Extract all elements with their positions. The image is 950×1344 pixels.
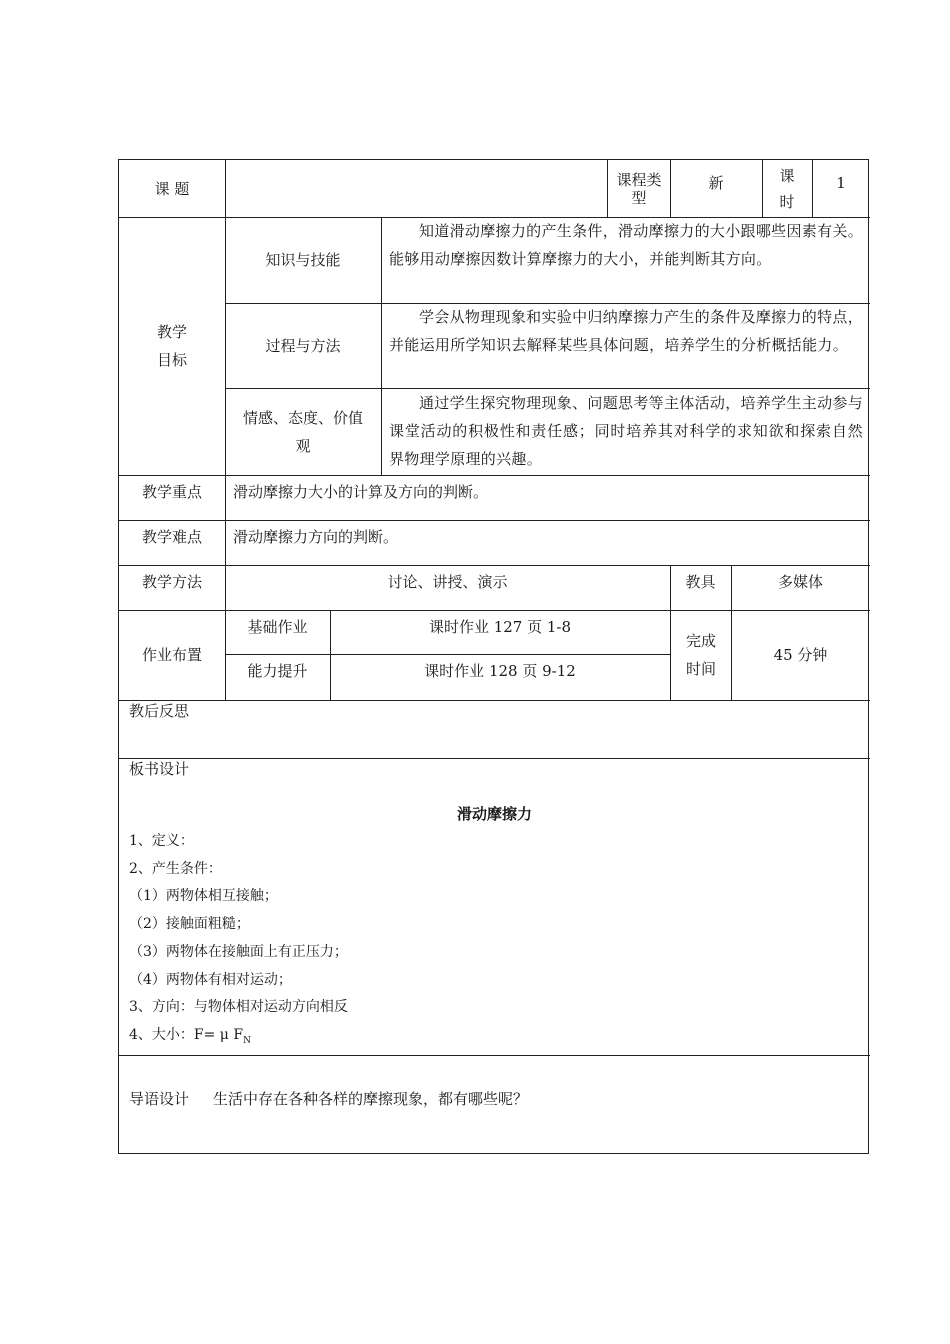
course-type-value: 新 <box>708 174 724 192</box>
objective-name-attitude: 情感、态度、价值观 <box>242 408 363 455</box>
formula-subscript: N <box>243 1035 251 1046</box>
homework-advanced-label: 能力提升 <box>247 662 308 680</box>
period-value: 1 <box>836 174 846 192</box>
period-label: 课时 <box>779 166 795 211</box>
board-line: （1）两物体相互接触； <box>129 888 278 904</box>
board-line: 1、定义： <box>129 833 194 849</box>
method-label: 教学方法 <box>141 573 202 591</box>
board-title: 滑动摩擦力 <box>456 805 532 823</box>
intro-text: 生活中存在各种各样的摩擦现象，都有哪些呢？ <box>213 1090 529 1108</box>
homework-basic-label: 基础作业 <box>247 618 308 636</box>
row-divider <box>119 1055 870 1056</box>
completion-time-value: 45 分钟 <box>773 646 828 664</box>
objective-text-process: 学会从物理现象和实验中归纳摩擦力产生的条件及摩擦力的特点，并能运用所学知识去解释某些具体问题，培养学生的分析概括能力。 <box>389 308 863 354</box>
completion-time-label: 完成时间 <box>685 632 716 678</box>
difficulty-label: 教学难点 <box>141 528 202 546</box>
reflection-label: 教后反思 <box>129 702 190 720</box>
row-divider <box>119 758 870 759</box>
formula-prefix: 4、大小：F= μ F <box>129 1027 244 1043</box>
col-divider <box>762 160 763 217</box>
key-point-label: 教学重点 <box>141 483 202 501</box>
homework-basic-value: 课时作业 127 页 1-8 <box>428 618 572 636</box>
col-divider <box>381 217 382 475</box>
homework-label: 作业布置 <box>141 646 202 664</box>
difficulty-value: 滑动摩擦力方向的判断。 <box>233 528 399 546</box>
key-point-value: 滑动摩擦力大小的计算及方向的判断。 <box>233 483 489 501</box>
objective-text-attitude: 通过学生探究物理现象、问题思考等主体活动，培养学生主动参与课堂活动的积极性和责任感；同时培养其对科学的求知欲和探索自然界物理学原理的兴趣。 <box>389 394 863 468</box>
row-divider <box>119 700 870 701</box>
board-line: （4）两物体有相对运动； <box>129 972 292 988</box>
objective-text-knowledge: 知道滑动摩擦力的产生条件，滑动摩擦力的大小跟哪些因素有关。能够用动摩擦因数计算摩擦力的大小，并能判断其方向。 <box>389 222 863 268</box>
lesson-plan-table <box>118 159 869 1154</box>
col-divider <box>607 160 608 217</box>
method-value: 讨论、讲授、演示 <box>387 573 508 591</box>
board-line: 2、产生条件： <box>129 861 222 877</box>
board-formula <box>129 1025 251 1051</box>
topic-label: 课 题 <box>154 179 190 198</box>
intro-label: 导语设计 <box>129 1090 190 1108</box>
objective-name-process: 过程与方法 <box>265 336 341 355</box>
board-line: 3、方向：与物体相对运动方向相反 <box>129 999 348 1015</box>
board-line: （3）两物体在接触面上有正压力； <box>129 944 348 960</box>
topic-value <box>225 160 607 217</box>
homework-advanced-value: 课时作业 128 页 9-12 <box>424 662 576 680</box>
course-type-label: 课程类型 <box>616 170 662 207</box>
objectives-label: 教学目标 <box>156 323 187 369</box>
board-label: 板书设计 <box>129 760 190 778</box>
objective-name-knowledge: 知识与技能 <box>265 251 341 269</box>
tools-value: 多媒体 <box>777 573 823 591</box>
board-line: （2）接触面粗糙； <box>129 916 250 932</box>
tools-label: 教具 <box>685 573 716 591</box>
